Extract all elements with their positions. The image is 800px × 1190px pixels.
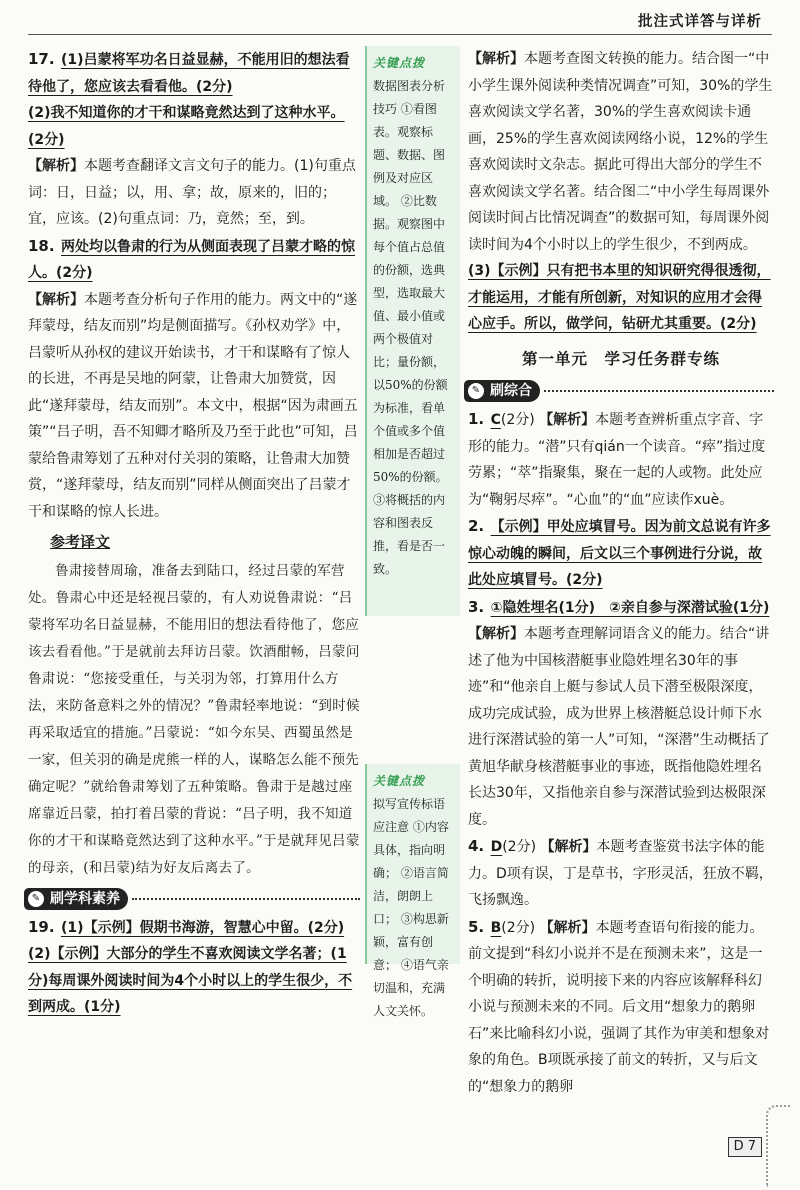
brush-icon: ✎ — [28, 891, 44, 907]
question-3 — [468, 594, 774, 834]
question-number: 18. — [28, 236, 55, 255]
analysis-text: 本题考查分析句子作用的能力。两文中的“遂拜蒙母，结友而别”均是侧面描写。《孙权劝学》中，吕蒙听从孙权的建议开始读书，才干和谋略有了惊人的长进，不再是吴地的阿蒙，让鲁肃大加赞赏，因此“遂拜蒙母，结友而别”。本文中，根据“因为肃画五策”“吕子明，吾不知卿才略所及乃至于此也”可知，吕蒙给鲁肃筹划了五种对付关羽的策略，让鲁肃大加赞赏，“遂拜蒙母，结友而别”同样从侧面突出了吕蒙才干和谋略的惊人长进。 — [28, 291, 358, 520]
note-text: 拟写宣传标语应注意 ①内容具体，指向明确； ②语言简洁，朗朗上口； ③构思新颖，富有创意； ④语气亲切温和，充满人文关怀。 — [373, 797, 449, 1018]
left-column — [28, 46, 360, 1021]
banner-dots — [132, 898, 360, 900]
note-text: 数据图表分析技巧 ①看图表。观察标题、数据、图例及对应区域。 ②比数据。观察图中每个值占总值的份额，选典型，选取最大值、最小值或两个极值对比；量份额，以50%的份额为标准，看单个值或多个值相加是否超过50%的份额。 ③将概括的内容和图表反推，看是否一致。 — [373, 79, 448, 576]
reference-translation — [28, 558, 360, 882]
question-1 — [468, 406, 774, 513]
analysis-text: 本题考查翻译文言文句子的能力。(1)句重点词：日，日益；以，用、拿；故，原来的，旧的；宜，应该。(2)句重点词：乃，竟然；至，到。 — [28, 158, 356, 227]
question-number: 3. — [468, 597, 485, 616]
question-18 — [28, 233, 360, 526]
question-4 — [468, 833, 774, 914]
answer: D — [490, 839, 503, 855]
question-number: 2. — [468, 517, 485, 535]
banner-text: 刷综合 — [490, 383, 532, 399]
banner-dots — [544, 390, 774, 392]
brush-icon: ✎ — [468, 383, 484, 399]
question-2 — [468, 513, 774, 594]
reference-translation-title: 参考译文 — [50, 533, 111, 551]
analysis-tag: 【解析】 — [539, 919, 596, 936]
analysis-text: 本题考查辨析重点字音、字形的能力。“潜”只有qián一个读音。“瘁”指过度劳累；“萃”指聚集，聚在一起的人或物。此处应为“鞠躬尽瘁”。“心血”的“血”应读作xuè。 — [468, 412, 766, 508]
analysis-tag: 【解析】 — [468, 51, 524, 67]
sidebar-notes — [365, 46, 460, 1018]
question-5 — [468, 914, 774, 1101]
answer: ①隐姓埋名(1分) ②亲自参与深潜试验(1分) — [490, 599, 770, 616]
question-number: 1. — [468, 410, 485, 428]
translation-text: 鲁肃接替周瑜，准备去到陆口，经过吕蒙的军营处。鲁肃心中还是轻视吕蒙的，有人劝说鲁肃说：“吕蒙将军功名日益显赫，不能用旧的想法看待他了，您应该去看看他。”于是就前去拜访吕蒙。饮酒酣畅，吕蒙问鲁肃说：“您接受重任，与关羽为邻，打算用什么方法，来防备意料之外的情况？”鲁肃轻率地说：“到时候再采取适宜的措施。”吕蒙说：“如今东吴、西蜀虽然是一家，但关羽的确是虎熊一样的人，谋略怎么能不预先确定呢？”就给鲁肃筹划了五种策略。鲁肃于是越过座席靠近吕蒙，拍打着吕蒙的背说：“吕子明，我不知道你的才干和谋略竟然达到了这种水平。”于是就拜见吕蒙的母亲，(和吕蒙)结为好友后离去了。 — [28, 562, 360, 876]
analysis-tag: 【解析】 — [28, 291, 84, 308]
answer: B — [490, 919, 502, 936]
question-number: 17. — [28, 50, 55, 68]
question-19 — [28, 914, 360, 1021]
score: (2分) — [500, 412, 535, 428]
page-header: 批注式详答与详析 — [638, 14, 762, 30]
answer-1-prefix: (1)【示例】 — [61, 919, 140, 936]
note-box-2 — [365, 764, 460, 1018]
answer-2: 大部分的学生不喜欢阅读文学名著；(1分)每周课外阅读时间为4个小时以上的学生很少，不到两成。(1分) — [28, 946, 353, 1015]
answer-1: 两处均以鲁肃的行为从侧面表现了吕蒙才略的惊人。(2分) — [28, 238, 356, 281]
banner-label — [464, 380, 540, 402]
header-divider — [28, 34, 772, 35]
question-number: 5. — [468, 917, 485, 936]
analysis-tag: 【解析】 — [468, 626, 524, 642]
note-title: 关键点拨 — [373, 56, 426, 70]
banner-text: 刷学科素养 — [50, 890, 120, 907]
answer: C — [490, 412, 501, 428]
question-19-continued — [468, 46, 774, 338]
analysis-text: 本题考查语句衔接的能力。前文提到“科幻小说并不是在预测未来”，这是一个明确的转折，说明接下来的内容应该解释科幻小说与预测未来的不同。后文用“想象力的鹅卵石”来比喻科幻小说，强调了其作为审美和想象对象的角色。B项既承接了前文的转折，又与后文的“想象力的鹅卵 — [468, 919, 770, 1095]
note-title: 关键点拨 — [373, 774, 426, 788]
question-number: 4. — [468, 837, 485, 855]
corner-decoration — [766, 1105, 790, 1187]
score: (2分) — [501, 919, 536, 936]
answer-3-prefix: (3)【示例】 — [468, 263, 547, 279]
analysis-text: 本题考查理解词语含义的能力。结合“讲述了他为中国核潜艇事业隐姓埋名30年的事迹”和“他亲自上艇与参试人员下潜至极限深度，成功完成试验，成为世界上核潜艇总设计师下水进行深潜试验的第一人”可知，“深潜”生动概括了黄旭华献身核潜艇事业的事迹，既指他隐姓埋名长达30年，又指他亲自参与深潜试验到达极限深度。 — [468, 626, 770, 828]
answer-1: (1)吕蒙将军功名日益显赫，不能用旧的想法看待他了，您应该去看看他。(2分) — [28, 52, 350, 95]
question-number: 19. — [28, 917, 55, 936]
answer-3: 只有把书本里的知识研究得很透彻，才能运用，才能有所创新，对知识的应用才会得心应手。所以，做学问，钻研尤其重要。(2分) — [468, 263, 771, 332]
banner-label — [24, 888, 128, 910]
answer-2: (2)我不知道你的才干和谋略竟然达到了这种水平。(2分) — [28, 105, 345, 148]
answer: 【示例】甲处应填冒号。因为前文总说有许多惊心动魄的瞬间，后文以三个事例进行分说，故此处应填冒号。(2分) — [468, 519, 771, 588]
section-banner — [464, 380, 774, 402]
analysis-tag: 【解析】 — [539, 412, 596, 428]
answer-2-prefix: (2)【示例】 — [28, 946, 107, 962]
unit-title: 第一单元 学习任务群专练 — [521, 349, 720, 368]
question-17 — [28, 46, 360, 233]
analysis-tag: 【解析】 — [540, 839, 597, 855]
answer-1: 假期书海游，智慧心中留。(2分) — [139, 919, 345, 936]
section-banner — [24, 888, 360, 910]
right-column — [468, 46, 774, 1100]
page-number: D 7 — [728, 1137, 762, 1157]
analysis-tag: 【解析】 — [28, 158, 84, 174]
analysis-text: 本题考查鉴赏书法字体的能力。D项有误，丁是草书，字形灵活，狂放不羁，飞扬飘逸。 — [468, 839, 773, 908]
note-box-1 — [365, 46, 460, 616]
analysis-text: 本题考查图文转换的能力。结合图一“中小学生课外阅读种类情况调查”可知，30%的学生喜欢阅读文学名著，30%的学生喜欢阅读卡通画，25%的学生喜欢阅读网络小说，12%的学生喜欢阅读时文杂志。据此可得出大部分的学生不喜欢阅读文学名著。结合图二“中小学生每周课外阅读时间占比情况调查”的数据可知，每周课外阅读时间为4个小时以上的学生很少，不到两成。 — [468, 51, 773, 253]
score: (2分) — [502, 839, 537, 855]
